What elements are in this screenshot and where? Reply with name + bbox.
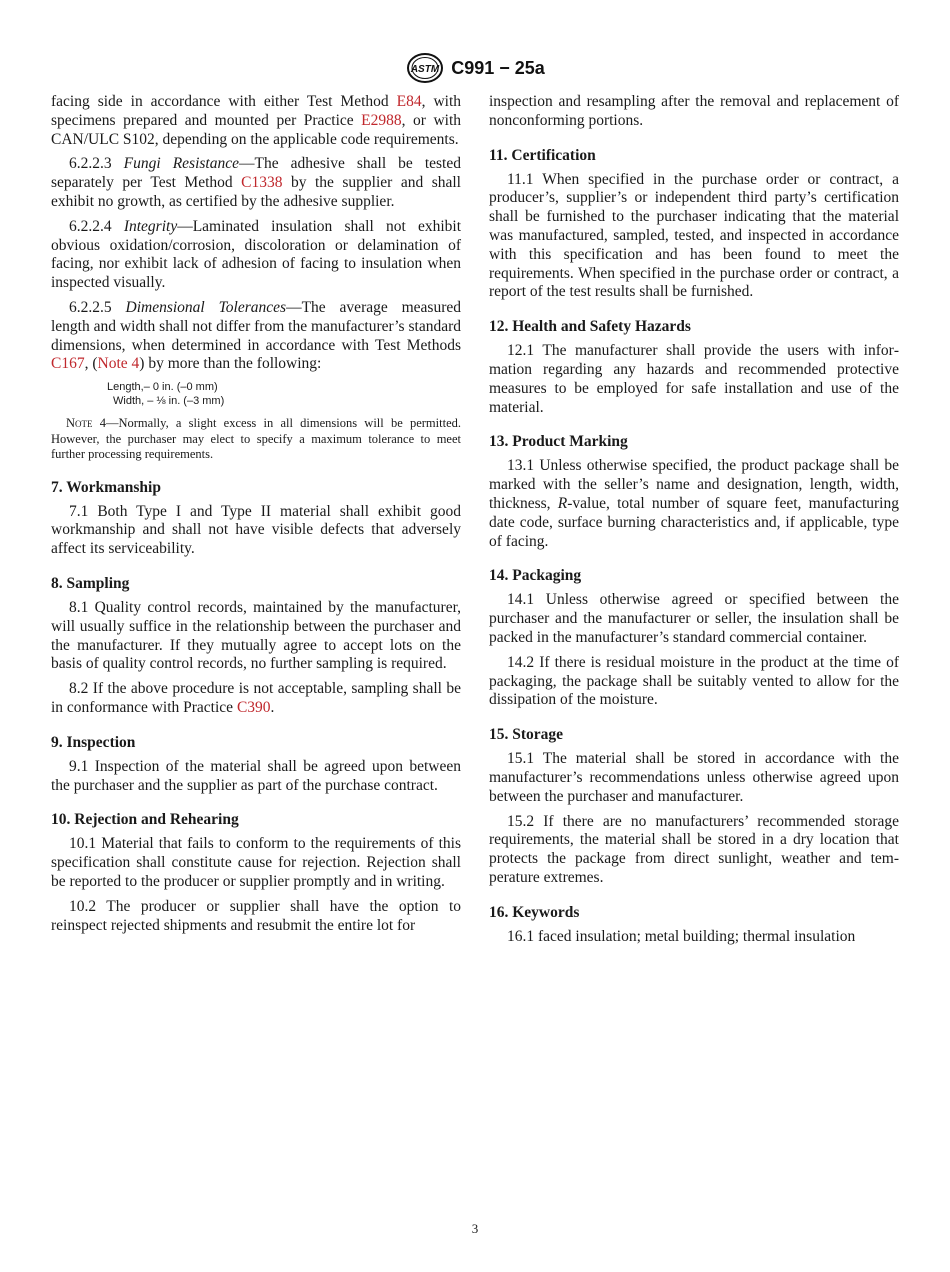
- paragraph-10-2-cont: inspection and resampling after the removal and replacement of nonconforming portions.: [489, 93, 899, 129]
- paragraph-6-2-2-3: 6.2.2.3 Fungi Resistance—The adhesive shall be tested separately per Test Method C1338 by the supplier and shall exhibit no growth, as certified by the adhesive supplier.: [51, 155, 461, 210]
- paragraph-15-2: 15.2 If there are no manufacturers’ recommended storage requirements, the material shall be stored in a dry location that protects the package from direct sunlight, weather and temperature extremes.: [489, 812, 899, 886]
- paragraph-14-2: 14.2 If there is residual moisture in the product at the time of packaging, the package shall be suitably vented to allow for the dissipation of the moisture.: [489, 653, 899, 709]
- paragraph-8-2: 8.2 If the above procedure is not acceptable, sampling shall be in conformance with Practice C390.: [51, 680, 461, 717]
- ref-c390-link[interactable]: C390: [236, 699, 271, 717]
- tolerance-width: Width, – ⅛ in. (–3 mm): [113, 395, 225, 408]
- section-15-heading: 15. Storage: [489, 726, 564, 744]
- ref-e2988-link[interactable]: E2988: [361, 111, 402, 129]
- ref-c167-link[interactable]: C167: [51, 355, 85, 373]
- paragraph-11-1: 11.1 When specified in the purchase order or contract, a producer’s, supplier’s or independent third party’s certification shall be furnished to the purchaser indicating that the material was manufactured, sampled, tested, and inspected in accordance with this specification and has been found to meet the requirements. When specified in the purchase order or contract, a report of the test results shall be furnished.: [489, 170, 899, 301]
- section-16-heading: 16. Keywords: [489, 903, 580, 921]
- paragraph-10-1: 10.1 Material that fails to conform to the requirements of this specification shall constitute cause for rejection. Rejection shall be reported to the producer or supplier promptly and in writing.: [51, 835, 461, 891]
- page-number: 3: [471, 1221, 479, 1236]
- paragraph-14-1: 14.1 Unless otherwise agreed or specified between the purchaser and the manufacturer or seller, the insulation shall be packed in the manufacturer’s standard commercial container.: [489, 591, 899, 646]
- paragraph-16-1: 16.1 faced insulation; metal building; thermal insulation: [507, 927, 856, 945]
- page-header: [0, 52, 950, 84]
- section-11-heading: 11. Certification: [489, 146, 596, 164]
- right-column: [489, 93, 899, 953]
- section-9-heading: 9. Inspection: [51, 733, 136, 751]
- ref-e84-link[interactable]: E84: [396, 93, 422, 110]
- section-10-heading: 10. Rejection and Rehearing: [51, 811, 239, 829]
- paragraph-6-2-2-4: 6.2.2.4 Integrity—Laminated insulation shall not exhibit obvious oxidation/corrosion, discoloration or delamination of facing, nor exhibit lack of adhesion of facing to insulation when inspected visually.: [51, 217, 462, 292]
- section-7-heading: 7. Workmanship: [51, 478, 161, 496]
- section-12-heading: 12. Health and Safety Hazards: [489, 318, 691, 336]
- paragraph-10-2: 10.2 The producer or supplier shall have the option to reinspect rejected shipments and resubmit the entire lot for: [51, 897, 461, 934]
- tolerance-length: Length,– 0 in. (–0 mm): [107, 381, 218, 394]
- paragraph-12-1: 12.1 The manufacturer shall provide the users with information regarding any hazards and recommended protective measures to be employed for safe installation and use of the material.: [489, 342, 899, 416]
- svg-text:ASTM: ASTM: [411, 64, 440, 75]
- left-column: [51, 93, 461, 941]
- astm-logo-icon: [405, 52, 445, 84]
- paragraph-8-1: 8.1 Quality control records, maintained by the manufacturer, will usually suffice in the relationship between the purchaser and the manufacturer. If they mutually agree to accept lots on the basis of quality control records, no further sampling is required.: [51, 599, 461, 673]
- tolerance-list: [107, 380, 461, 408]
- section-8-heading: 8. Sampling: [51, 575, 130, 593]
- paragraph-15-1: 15.1 The material shall be stored in accordance with the manufacturer’s recommendations unless otherwise agreed upon between the purchaser and manufacturer.: [489, 750, 899, 805]
- note-4: Note 4—Normally, a slight excess in all dimensions will be permitted. However, the purchaser may elect to specify a maximum tolerance to meet further processing requirements.: [51, 416, 461, 462]
- paragraph-9-1: 9.1 Inspection of the material shall be agreed upon between the purchaser and the supplier as part of the purchase contract.: [51, 757, 461, 794]
- ref-c1338-link[interactable]: C1338: [241, 174, 283, 192]
- paragraph-6-2-2-5: 6.2.2.5 Dimensional Tolerances—The average measured length and width shall not differ from the manufacturer’s standard dimensions, when determined in accordance with Test Methods C167, (Note 4) by more than the following:: [51, 298, 462, 373]
- section-13-heading: 13. Product Marking: [489, 433, 628, 451]
- paragraph-7-1: 7.1 Both Type I and Type II material shall exhibit good workmanship and shall not have visible defects that adversely affect its serviceability.: [51, 502, 461, 558]
- ref-note4-link[interactable]: Note 4: [97, 355, 140, 373]
- paragraph-6-2-2-2-cont: facing side in accordance with either Test Method E84, with specimens prepared and mounted per Practice E2988, or with CAN/ULC S102, depending on the applicable code requirements.: [51, 93, 462, 148]
- standard-designation: C991 − 25a: [451, 57, 545, 78]
- section-14-heading: 14. Packaging: [489, 567, 582, 585]
- paragraph-13-1: 13.1 Unless otherwise specified, the product package shall be marked with the seller’s name and designation, length, width, thickness, R-value, total number of square feet, manufacturing date code, surface burning characteristics and, if applicable, type of facing.: [489, 457, 899, 550]
